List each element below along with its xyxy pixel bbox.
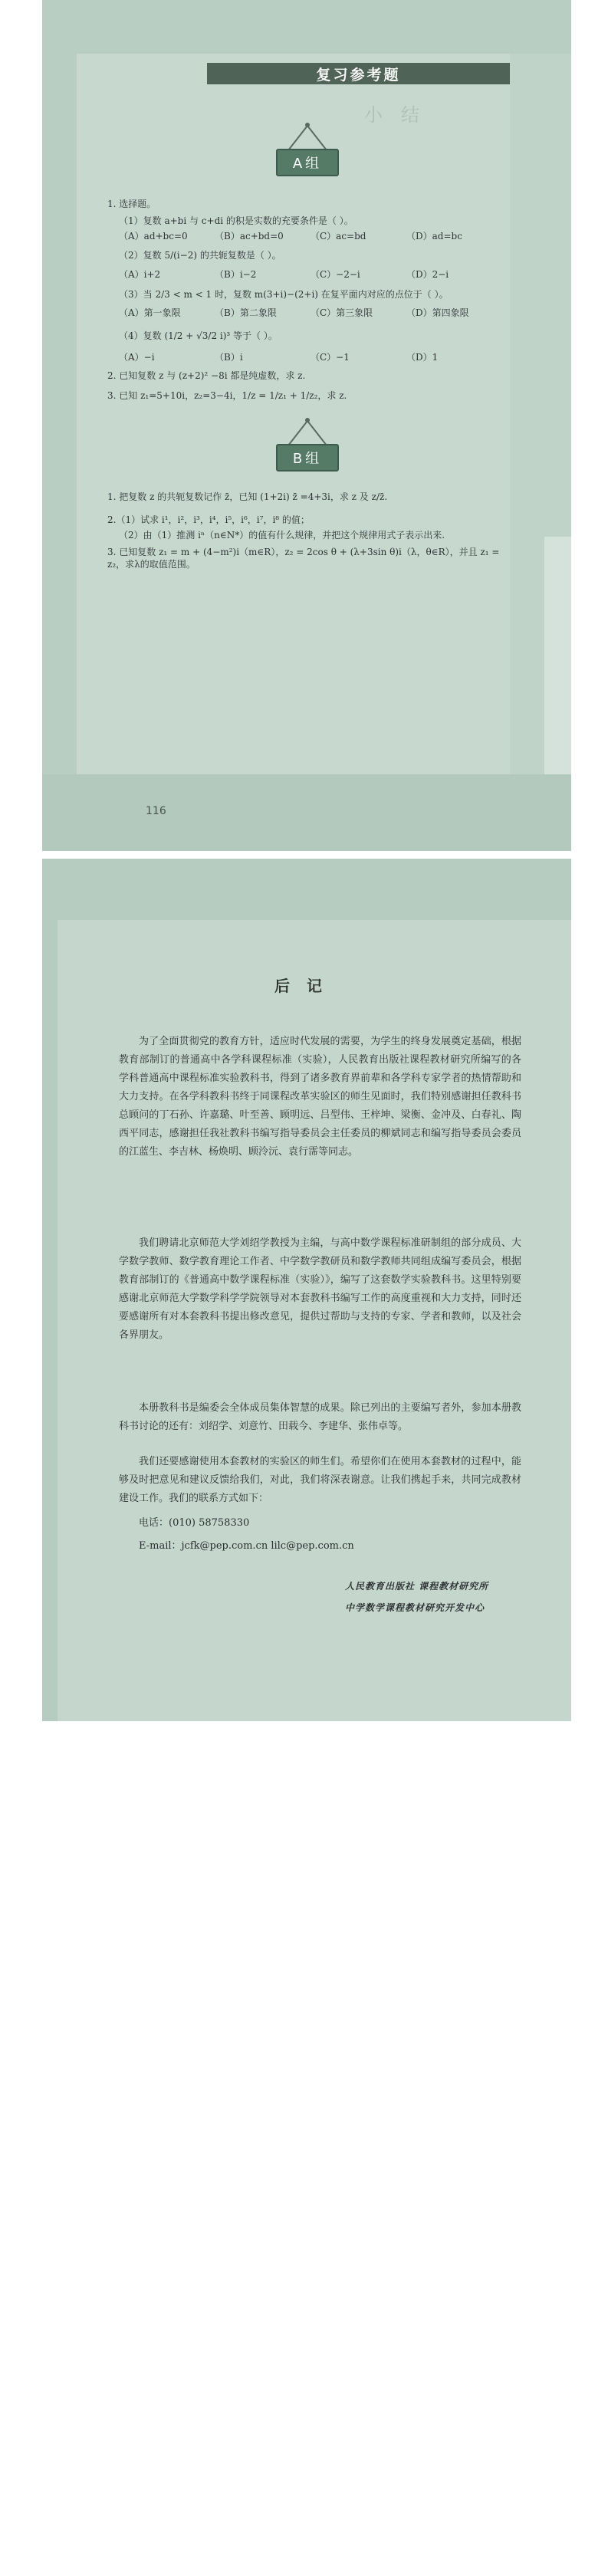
option: （A）i+2 [119,269,161,280]
question-a1-intro: 1. 选择题。 [107,199,156,209]
afterword-paragraph-4: 我们还要感谢使用本套教材的实验区的师生们。希望你们在使用本套教材的过程中，能够及时把意见和建议反馈给我们，对此，我们将深表谢意。让我们携起手来，共同完成教材建设工作。我们的联系方式如下： [119,1456,521,1504]
question-b3: 3. 已知复数 z₁ = m + (4−m²)i（m∈R），z₂ = 2cos θ + (λ+3sin θ)i（λ，θ∈R），并且 z₁ = z₂，求λ的取值范围。 [107,547,500,570]
option: （A）第一象限 [119,307,181,318]
option: （C）ac=bd [311,231,366,242]
afterword-paragraph-2: 我们聘请北京师范大学刘绍学教授为主编，与高中数学课程标准研制组的部分成员、大学数学教师、数学教育理论工作者、中学数学教研员和数学教师共同组成编写委员会，根据教育部制订的《普通高中数学课程标准（实验）》，编写了这套数学实验教科书。这里特别要感谢北京师范大学数学科学学院领导对本套教科书编写工作的高度重视和大力支持，同时还要感谢所有对本套教科书提出修改意见，提供过帮助与支持的专家、学者和教师，以及社会各界朋友。 [119,1237,521,1341]
option: （A）ad+bc=0 [119,231,188,242]
group-a-sign [276,123,339,178]
contact-phone: 电话：(010) 58758330 [139,1517,250,1529]
group-a-label: A组 [276,149,339,176]
question-a1-2: （2）复数 5/(i−2) 的共轭复数是（ ）。 [119,250,281,261]
option: （C）第三象限 [311,307,373,318]
option: （D）1 [406,352,439,363]
section-header: 复习参考题 [207,63,510,84]
afterword-paragraph-1: 为了全面贯彻党的教育方针，适应时代发展的需要，为学生的终身发展奠定基础，根据教育部制订的普通高中各学科课程标准（实验），人民教育出版社课程教材研究所编写的各学科普通高中课程标准实验教科书，得到了诸多教育界前辈和各学科专家学者的热情帮助和大力支持。在各学科教科书终于同课程改革实验区的师生见面时，我们特别感谢担任教科书总顾问的丁石孙、许嘉璐、叶至善、顾明远、吕型伟、王梓坤、梁衡、金冲及、白春礼、陶西平同志，感谢担任我社教科书编写指导委员会主任委员的柳斌同志和编写指导委员会委员的江蓝生、李吉林、杨焕明、顾泠沅、袁行霈等同志。 [119,1036,521,1158]
group-b-sign [276,418,339,473]
option: （D）2−i [406,269,449,280]
contact-email: E-mail：jcfk@pep.com.cn lilc@pep.com.cn [139,1540,354,1552]
option: （B）第二象限 [215,307,277,318]
question-b2-1: 2.（1）试求 i¹，i²，i³，i⁴，i⁵，i⁶，i⁷，i⁸ 的值； [107,514,310,525]
publisher-signature: 人民教育出版社 课程教材研究所 [345,1581,489,1592]
option: （A）−i [119,352,155,363]
question-a2: 2. 已知复数 z 与 (z+2)² −8i 都是纯虚数，求 z. [107,370,306,381]
option: （D）第四象限 [406,307,469,318]
question-a1-1: （1）复数 a+bi 与 c+di 的积是实数的充要条件是（ ）。 [119,215,353,226]
afterword-paragraph-3: 本册教科书是编委会全体成员集体智慧的成果。除已列出的主要编写者外，参加本册教科书讨论的还有：刘绍学、刘意竹、田载今、李建华、张伟卓等。 [119,1402,521,1432]
textbook-page-review [42,0,571,851]
page-bottom-band [42,774,571,851]
textbook-page-afterword [42,859,571,1721]
option: （B）i [215,352,243,363]
question-a1-4: （4）复数 (1/2 + √3/2 i)³ 等于（ ）。 [119,330,278,341]
faded-section-title: 小结 [364,104,438,126]
option: （B）ac+bd=0 [215,231,284,242]
option: （B）i−2 [215,269,257,280]
group-b-label: B组 [276,444,339,472]
research-center-signature: 中学数学课程教材研究开发中心 [345,1602,485,1613]
page-edge-highlight [544,537,571,774]
option: （C）−1 [311,352,350,363]
afterword-title: 后记 [274,977,339,995]
option: （D）ad=bc [406,231,462,242]
question-a1-3: （3）当 2/3 < m < 1 时，复数 m(3+i)−(2+i) 在复平面内对应的点位于（ ）。 [119,289,449,300]
question-a3: 3. 已知 z₁=5+10i，z₂=3−4i，1/z = 1/z₁ + 1/z₂，求 z. [107,390,347,401]
question-b1: 1. 把复数 z 的共轭复数记作 z̄，已知 (1+2i) z̄ =4+3i，求 z 及 z/z̄. [107,491,388,502]
question-b2-2: （2）由（1）推测 iⁿ（n∈N*）的值有什么规律，并把这个规律用式子表示出来. [119,530,445,540]
option: （C）−2−i [311,269,360,280]
page-number: 116 [146,805,166,817]
